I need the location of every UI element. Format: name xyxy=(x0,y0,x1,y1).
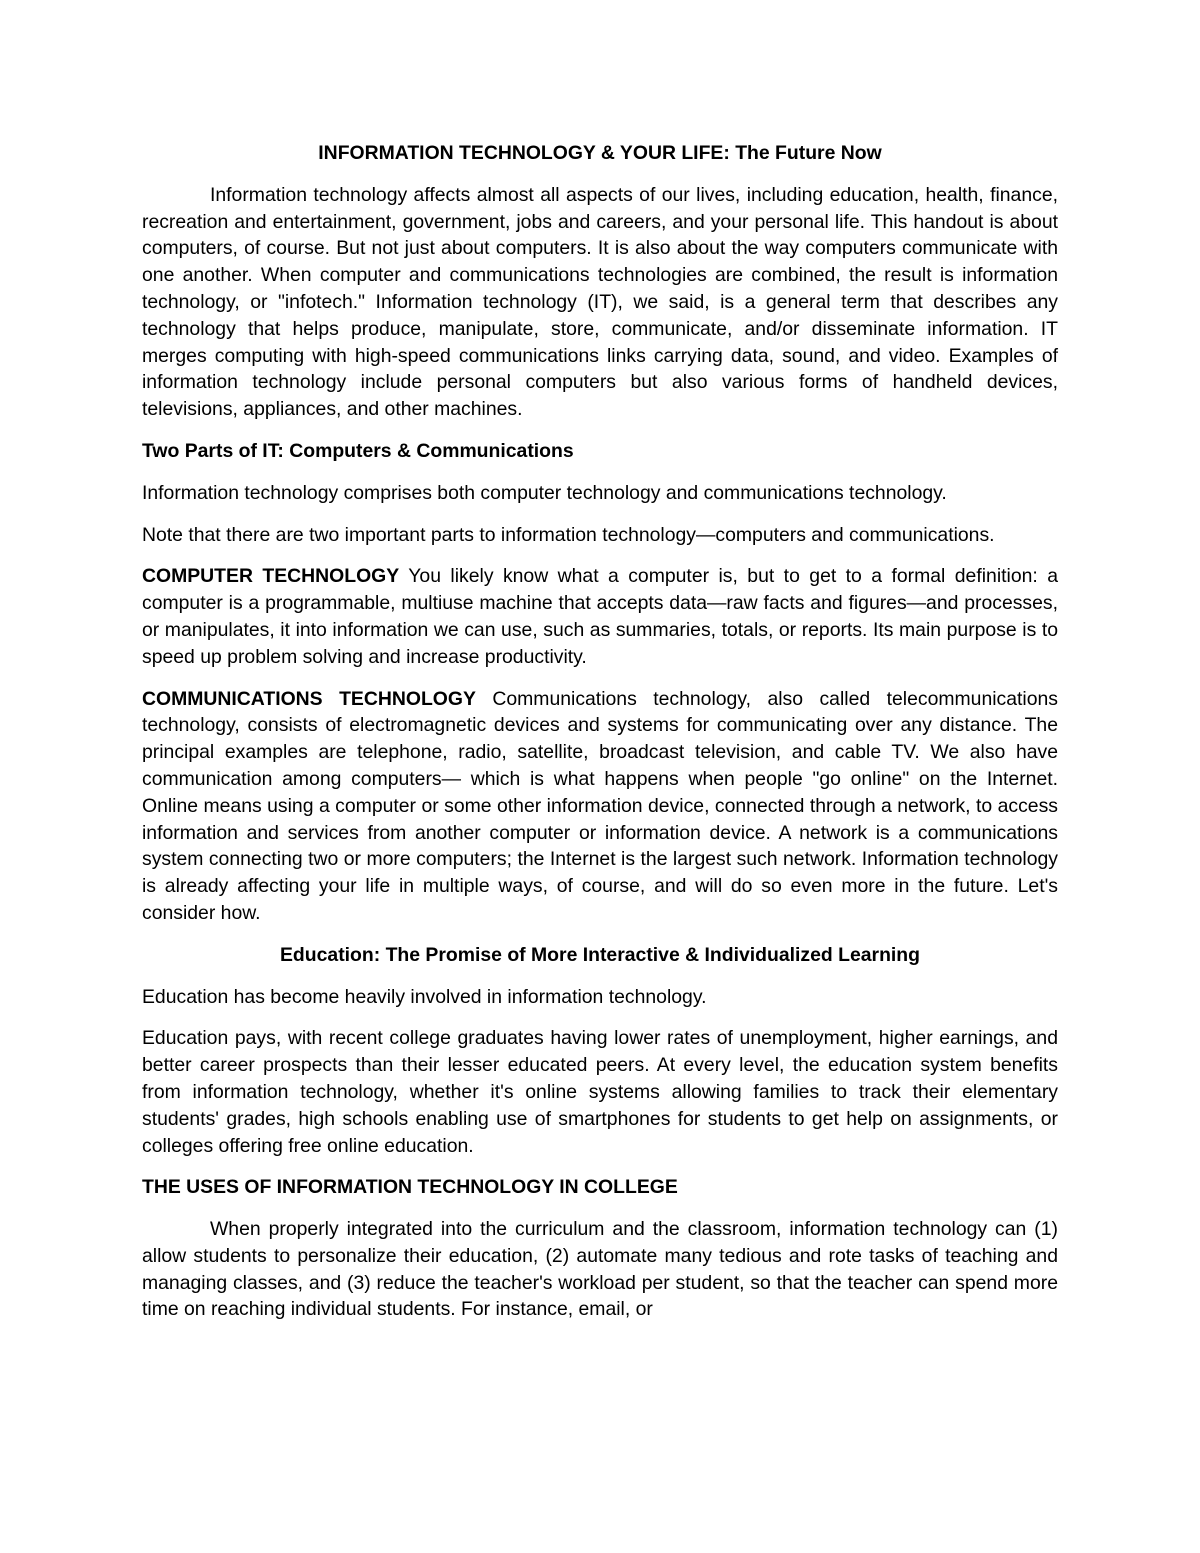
uses-in-college-paragraph-1: When properly integrated into the curriculum and the classroom, information technology can (1) allow students to personalize their education, (2) automate many tedious and rote tasks of teaching and managing classes, and (3) reduce the teacher's workload per student, so that the teacher can spend more time on reaching individual students. For instance, email, or xyxy=(142,1218,1058,1321)
uses-in-college-heading: THE USES OF INFORMATION TECHNOLOGY IN COLLEGE xyxy=(142,1176,678,1199)
communications-technology-text: Communications technology, also called telecommunications technology, consists of electromagnetic devices and systems for communicating over any distance. The principal examples are telephone, radio, satellite, broadcast television, and cable TV. We also have communication among computers— which is what happens when people "go online" on the Internet. Online means using a computer or some other information device, connected through a network, to access information and services from another computer or information device. A network is a communications system connecting two or more computers; the Internet is the largest such network. Information technology is already affecting your life in multiple ways, of course, and will do so even more in the future. Let's consider how. xyxy=(142,687,1058,924)
computer-technology-paragraph xyxy=(142,563,1058,670)
computer-technology-label: COMPUTER TECHNOLOGY xyxy=(142,565,400,588)
communications-technology-label: COMMUNICATIONS TECHNOLOGY xyxy=(142,687,476,710)
education-paragraph-1: Education has become heavily involved in information technology. xyxy=(142,985,707,1008)
communications-technology-paragraph xyxy=(142,686,1058,927)
document-page xyxy=(142,140,1058,1338)
two-parts-paragraph-2: Note that there are two important parts to information technology—computers and communications. xyxy=(142,523,995,546)
intro-paragraph: Information technology affects almost all aspects of our lives, including education, health, finance, recreation and entertainment, government, jobs and careers, and your personal life. This handout is about computers, of course. But not just about computers. It is also about the way computers communicate with one another. When computer and communications technologies are combined, the result is information technology, or "infotech." Information technology (IT), we said, is a general term that describes any technology that helps produce, manipulate, store, communicate, and/or disseminate information. IT merges computing with high-speed communications links carrying data, sound, and video. Examples of information technology include personal computers but also various forms of handheld devices, televisions, appliances, and other machines. xyxy=(142,183,1058,421)
computer-technology-text: You likely know what a computer is, but to get to a formal definition: a computer is a programmable, multiuse machine that accepts data—raw facts and figures—and processes, or manipulates, it into information we can use, such as summaries, totals, or reports. Its main purpose is to speed up problem solving and increase productivity. xyxy=(142,565,1058,668)
two-parts-heading: Two Parts of IT: Computers & Communications xyxy=(142,439,574,462)
education-paragraph-2: Education pays, with recent college graduates having lower rates of unemployment, higher earnings, and better career prospects than their lesser educated peers. At every level, the education system benefits from information technology, whether it's online systems allowing families to track their elementary students' grades, high schools enabling use of smartphones for students to get help on assignments, or colleges offering free online education. xyxy=(142,1027,1058,1157)
document-title: INFORMATION TECHNOLOGY & YOUR LIFE: The Future Now xyxy=(318,142,882,164)
two-parts-paragraph-1: Information technology comprises both computer technology and communications technology. xyxy=(142,481,947,504)
education-heading: Education: The Promise of More Interactive & Individualized Learning xyxy=(280,943,920,966)
